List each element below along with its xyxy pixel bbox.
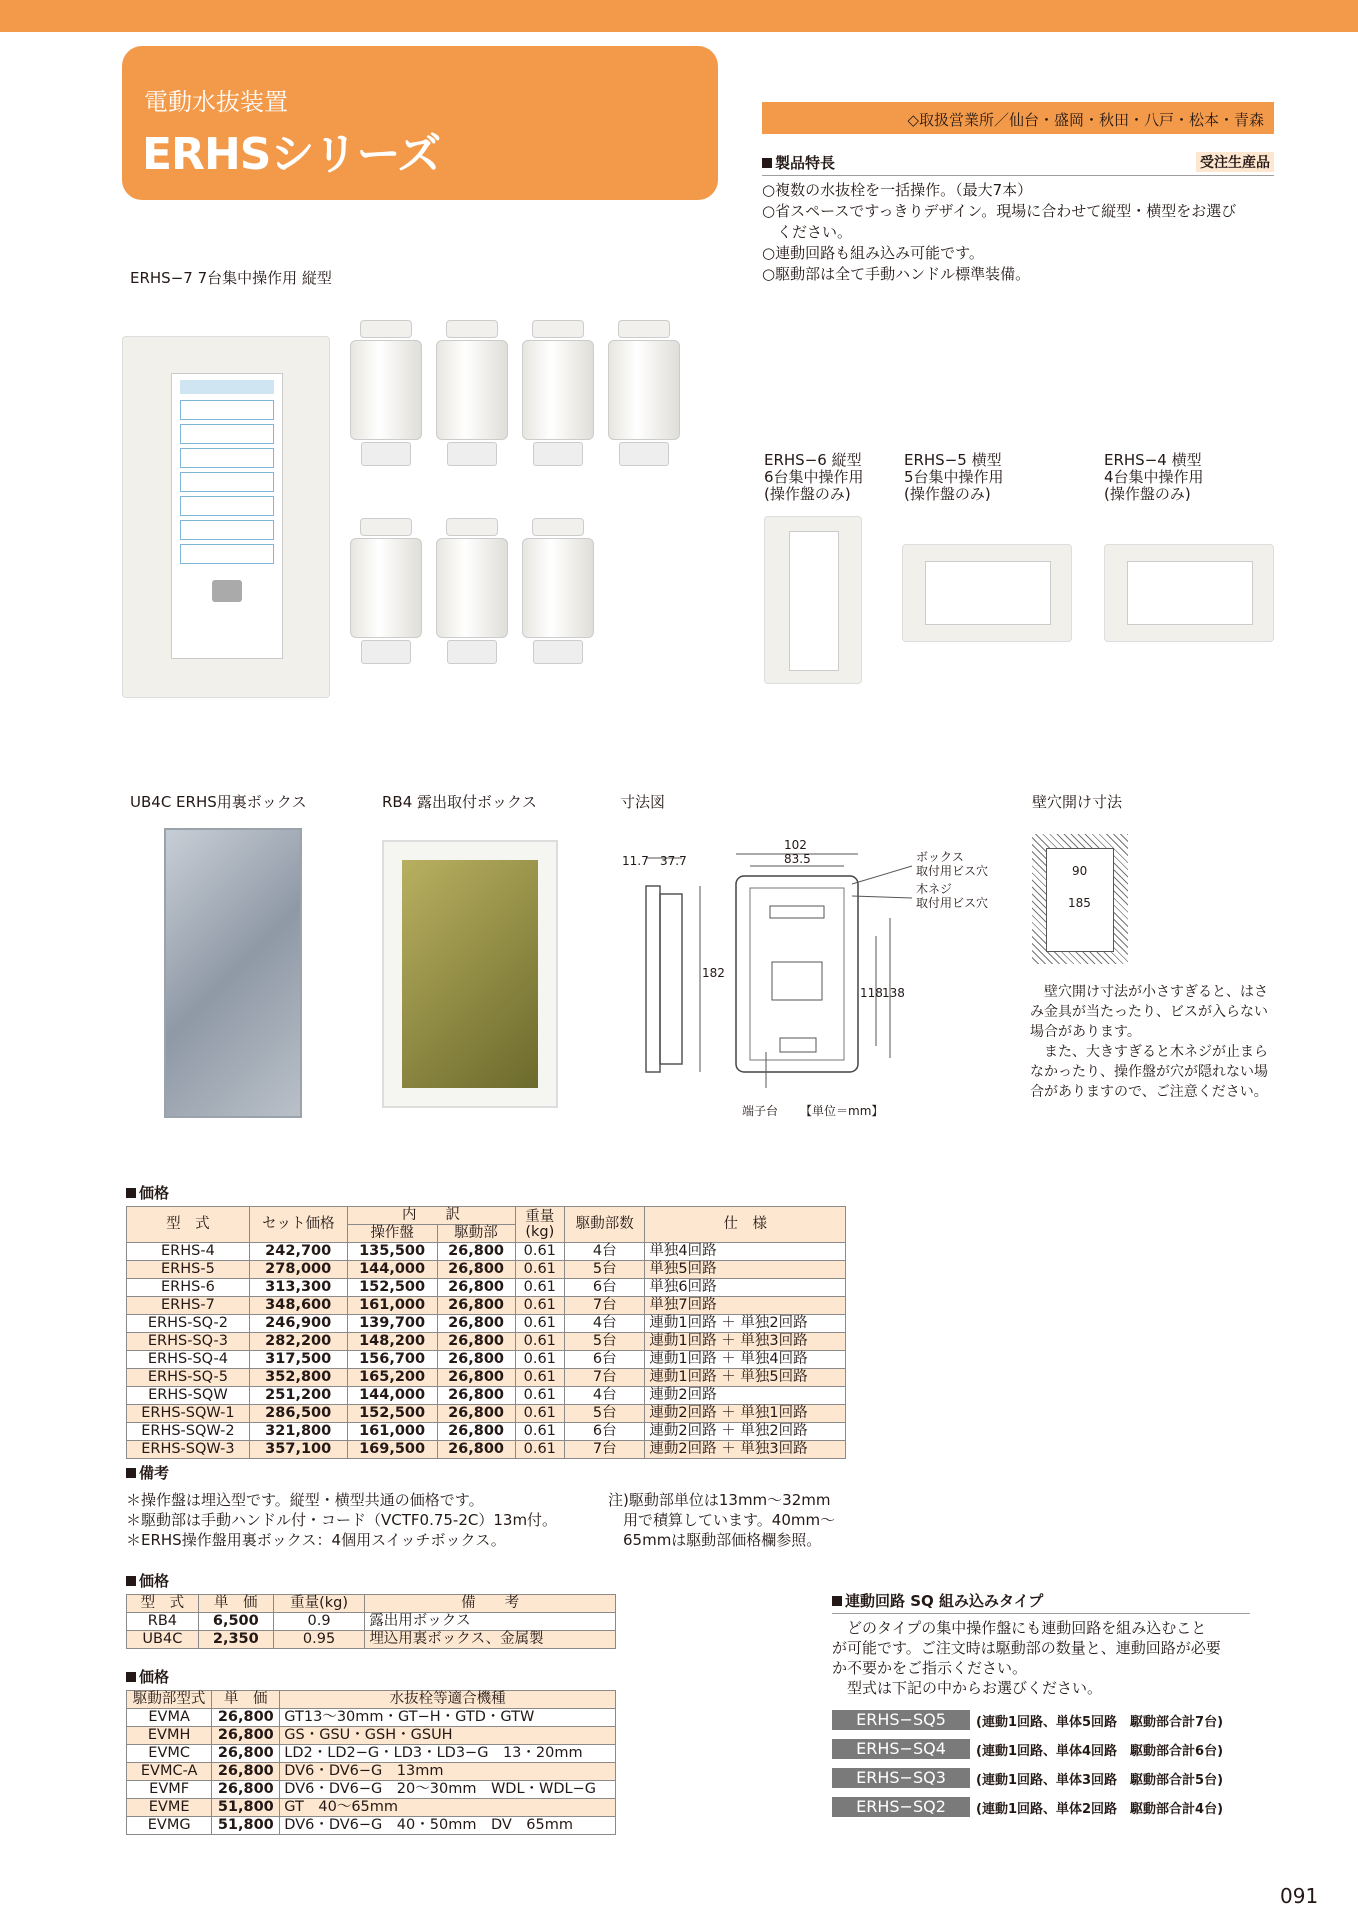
page-title: ERHSシリーズ bbox=[142, 129, 441, 180]
branch-offices-bar: ◇取扱営業所／仙台・盛岡・秋田・八戸・松本・青森 bbox=[762, 102, 1274, 134]
table-cell: 0.61 bbox=[515, 1351, 565, 1369]
table-row bbox=[127, 1387, 846, 1405]
ub4c-box-image bbox=[164, 828, 302, 1118]
erhs7-panel-image bbox=[122, 336, 330, 698]
sq-model-badge: ERHS−SQ3 bbox=[832, 1768, 970, 1788]
drive-unit-image bbox=[608, 320, 680, 466]
table-cell: 51,800 bbox=[212, 1799, 280, 1817]
table-cell: EVMG bbox=[127, 1817, 212, 1835]
table-cell: DV6・DV6−G 20〜30mm WDL・WDL−G bbox=[280, 1781, 616, 1799]
col-drive: 駆動部 bbox=[437, 1225, 515, 1243]
table-cell: 144,000 bbox=[347, 1387, 437, 1405]
table-header-cell: 駆動部型式 bbox=[127, 1691, 212, 1709]
table-cell: 242,700 bbox=[249, 1243, 347, 1261]
table-cell: EVMC-A bbox=[127, 1763, 212, 1781]
erhs4-panel-image bbox=[1104, 544, 1274, 642]
table-cell: 169,500 bbox=[347, 1441, 437, 1459]
table-cell: RB4 bbox=[127, 1613, 199, 1631]
table-header-cell: 単 価 bbox=[198, 1595, 273, 1613]
table-cell: ERHS-SQW-3 bbox=[127, 1441, 250, 1459]
table-cell: ERHS-7 bbox=[127, 1297, 250, 1315]
table-cell: EVMA bbox=[127, 1709, 212, 1727]
table-cell: 0.95 bbox=[273, 1631, 365, 1649]
table-cell: 26,800 bbox=[212, 1709, 280, 1727]
table-row bbox=[127, 1799, 616, 1817]
table-header-cell: 重量(kg) bbox=[273, 1595, 365, 1613]
table-cell: 6台 bbox=[565, 1279, 645, 1297]
product-subtitle: 電動水抜装置 bbox=[144, 88, 288, 116]
table-cell: 282,200 bbox=[249, 1333, 347, 1351]
features-header bbox=[762, 152, 1274, 176]
table-row bbox=[127, 1441, 846, 1459]
features-list bbox=[762, 180, 1278, 285]
wall-hole-height: 185 bbox=[1068, 896, 1091, 910]
table-cell: ERHS-SQ-5 bbox=[127, 1369, 250, 1387]
table-cell: GS・GSU・GSH・GSUH bbox=[280, 1727, 616, 1745]
made-to-order-badge: 受注生産品 bbox=[1196, 152, 1274, 172]
table-cell: 6,500 bbox=[198, 1613, 273, 1631]
features-heading: 製品特長 bbox=[762, 154, 835, 172]
erhs7-caption: ERHS−7 7台集中操作用 縦型 bbox=[130, 269, 332, 287]
table-cell: LD2・LD2−G・LD3・LD3−G 13・20mm bbox=[280, 1745, 616, 1763]
sq-model-badge: ERHS−SQ4 bbox=[832, 1739, 970, 1759]
table-cell: 5台 bbox=[565, 1261, 645, 1279]
table-row bbox=[127, 1315, 846, 1333]
wall-hole-diagram bbox=[1032, 834, 1128, 964]
erhs6-caption: ERHS−6 縦型 6台集中操作用 (操作盤のみ) bbox=[764, 451, 864, 503]
table-cell: 0.61 bbox=[515, 1441, 565, 1459]
dim-width-outer: 102 bbox=[784, 838, 807, 852]
table-cell: 156,700 bbox=[347, 1351, 437, 1369]
table-cell: 0.61 bbox=[515, 1261, 565, 1279]
table-cell: GT 40〜65mm bbox=[280, 1799, 616, 1817]
table-cell: 357,100 bbox=[249, 1441, 347, 1459]
table-cell: 連動2回路 ＋ 単独2回路 bbox=[645, 1423, 846, 1441]
table-cell: 321,800 bbox=[249, 1423, 347, 1441]
table-cell: 246,900 bbox=[249, 1315, 347, 1333]
drive-unit-image bbox=[436, 518, 508, 664]
table-cell: 26,800 bbox=[437, 1279, 515, 1297]
top-accent-bar bbox=[0, 0, 1358, 32]
wood-screw-hole-label: 木ネジ 取付用ビス穴 bbox=[916, 882, 989, 910]
sq-heading: 連動回路 SQ 組み込みタイプ bbox=[832, 1590, 1250, 1614]
box-screw-hole-label: ボックス 取付用ビス穴 bbox=[916, 850, 989, 878]
table-row bbox=[127, 1369, 846, 1387]
table-header-cell: 備 考 bbox=[365, 1595, 616, 1613]
price-table-drives bbox=[126, 1690, 616, 1835]
table-cell: 26,800 bbox=[212, 1745, 280, 1763]
table-cell: ERHS-5 bbox=[127, 1261, 250, 1279]
table-cell: 連動1回路 ＋ 単独5回路 bbox=[645, 1369, 846, 1387]
wall-hole-width: 90 bbox=[1072, 864, 1088, 878]
table-cell: EVMF bbox=[127, 1781, 212, 1799]
table-cell: 5台 bbox=[565, 1333, 645, 1351]
rb4-caption: RB4 露出取付ボックス bbox=[382, 793, 537, 811]
remarks-heading: 備考 bbox=[126, 1462, 169, 1483]
dim-height: 182 bbox=[702, 966, 725, 980]
table-cell: 0.61 bbox=[515, 1387, 565, 1405]
dimension-drawing bbox=[620, 836, 1000, 1126]
table-cell: 0.61 bbox=[515, 1405, 565, 1423]
table-cell: 26,800 bbox=[437, 1315, 515, 1333]
ub4c-caption: UB4C ERHS用裏ボックス bbox=[130, 793, 307, 811]
table-cell: 単独7回路 bbox=[645, 1297, 846, 1315]
table-cell: ERHS-SQW-1 bbox=[127, 1405, 250, 1423]
table-cell: 286,500 bbox=[249, 1405, 347, 1423]
table-cell: 26,800 bbox=[437, 1405, 515, 1423]
sq-model-row: ERHS−SQ2 (連動1回路、単体2回路 駆動部合計4台) bbox=[832, 1797, 1223, 1817]
table-cell: ERHS-SQW bbox=[127, 1387, 250, 1405]
table-cell: 313,300 bbox=[249, 1279, 347, 1297]
title-banner bbox=[122, 46, 718, 200]
col-drive-count: 駆動部数 bbox=[565, 1207, 645, 1243]
feature-item: ください。 bbox=[762, 223, 853, 241]
wall-hole-caption: 壁穴開け寸法 bbox=[1032, 793, 1123, 811]
table-cell: 317,500 bbox=[249, 1351, 347, 1369]
table-cell: DV6・DV6−G 13mm bbox=[280, 1763, 616, 1781]
table-cell: 251,200 bbox=[249, 1387, 347, 1405]
col-weight: 重量 (kg) bbox=[515, 1207, 565, 1243]
price-table-boxes bbox=[126, 1594, 616, 1649]
col-panel: 操作盤 bbox=[347, 1225, 437, 1243]
table-cell: GT13〜30mm・GT−H・GTD・GTW bbox=[280, 1709, 616, 1727]
table-cell: 単独4回路 bbox=[645, 1243, 846, 1261]
table-cell: 6台 bbox=[565, 1423, 645, 1441]
wall-hole-note: 壁穴開け寸法が小さすぎると、はさ み金具が当たったり、ビスが入らない 場合があります。 また、大きすぎると木ネジが止まら なかったり、操作盤が穴が隠れない場 合がありますので、ご注意ください。 bbox=[1030, 984, 1268, 1100]
table-cell: 単独6回路 bbox=[645, 1279, 846, 1297]
table-row bbox=[127, 1631, 616, 1649]
table-row bbox=[127, 1279, 846, 1297]
dim-hole-pitch-2: 138 bbox=[882, 986, 905, 1000]
dim-depth-2: 37.7 bbox=[660, 854, 687, 868]
drive-unit-image bbox=[350, 518, 422, 664]
remarks-right: 注)駆動部単位は13mm〜32mm 用で積算しています。40mm〜 65mmは駆動部価格欄参照。 bbox=[608, 1491, 836, 1549]
feature-item: ○駆動部は全て手動ハンドル標準装備。 bbox=[762, 265, 1031, 283]
col-spec: 仕 様 bbox=[645, 1207, 846, 1243]
table-cell: 51,800 bbox=[212, 1817, 280, 1835]
erhs5-panel-image bbox=[902, 544, 1072, 642]
price-table-main bbox=[126, 1206, 846, 1459]
erhs5-caption: ERHS−5 横型 5台集中操作用 (操作盤のみ) bbox=[904, 451, 1004, 503]
table-cell: 0.61 bbox=[515, 1243, 565, 1261]
table-cell: UB4C bbox=[127, 1631, 199, 1649]
box-price-heading: 価格 bbox=[126, 1570, 169, 1591]
table-cell: EVME bbox=[127, 1799, 212, 1817]
table-cell: 26,800 bbox=[212, 1763, 280, 1781]
table-row bbox=[127, 1709, 616, 1727]
table-cell: 26,800 bbox=[437, 1423, 515, 1441]
table-cell: 連動2回路 ＋ 単独1回路 bbox=[645, 1405, 846, 1423]
table-cell: 165,200 bbox=[347, 1369, 437, 1387]
table-row bbox=[127, 1243, 846, 1261]
table-cell: 7台 bbox=[565, 1369, 645, 1387]
table-cell: 連動1回路 ＋ 単独2回路 bbox=[645, 1315, 846, 1333]
table-cell: 0.61 bbox=[515, 1297, 565, 1315]
table-row bbox=[127, 1297, 846, 1315]
table-cell: 139,700 bbox=[347, 1315, 437, 1333]
table-cell: 26,800 bbox=[437, 1441, 515, 1459]
table-cell: 144,000 bbox=[347, 1261, 437, 1279]
table-cell: ERHS-4 bbox=[127, 1243, 250, 1261]
drive-unit-image bbox=[350, 320, 422, 466]
sq-models-list bbox=[832, 1710, 1223, 1826]
table-cell: ERHS-6 bbox=[127, 1279, 250, 1297]
page-number: 091 bbox=[1280, 1884, 1319, 1908]
table-cell: ERHS-SQW-2 bbox=[127, 1423, 250, 1441]
table-row bbox=[127, 1351, 846, 1369]
table-cell: 単独5回路 bbox=[645, 1261, 846, 1279]
unit-label: 【単位＝mm】 bbox=[800, 1104, 884, 1118]
table-row bbox=[127, 1745, 616, 1763]
table-row bbox=[127, 1333, 846, 1351]
table-header-cell: 水抜栓等適合機種 bbox=[280, 1691, 616, 1709]
table-header-cell: 単 価 bbox=[212, 1691, 280, 1709]
table-cell: 26,800 bbox=[437, 1261, 515, 1279]
table-cell: 278,000 bbox=[249, 1261, 347, 1279]
table-cell: 連動2回路 bbox=[645, 1387, 846, 1405]
table-cell: 26,800 bbox=[437, 1243, 515, 1261]
table-cell: 0.61 bbox=[515, 1279, 565, 1297]
sq-description: どのタイプの集中操作盤にも連動回路を組み込むこと が可能です。ご注文時は駆動部の数量と、連動回路が必要 か不要かをご指示ください。 型式は下記の中からお選びください。 bbox=[832, 1619, 1221, 1697]
table-cell: 0.61 bbox=[515, 1315, 565, 1333]
table-row bbox=[127, 1781, 616, 1799]
dimension-drawing-caption: 寸法図 bbox=[620, 793, 666, 811]
table-cell: 161,000 bbox=[347, 1423, 437, 1441]
sq-model-row: ERHS−SQ5 (連動1回路、単体5回路 駆動部合計7台) bbox=[832, 1710, 1223, 1730]
dim-width-inner: 83.5 bbox=[784, 852, 811, 866]
erhs4-caption: ERHS−4 横型 4台集中操作用 (操作盤のみ) bbox=[1104, 451, 1204, 503]
sq-model-row: ERHS−SQ4 (連動1回路、単体4回路 駆動部合計6台) bbox=[832, 1739, 1223, 1759]
col-model: 型 式 bbox=[127, 1207, 250, 1243]
table-cell: 0.61 bbox=[515, 1333, 565, 1351]
table-cell: 0.61 bbox=[515, 1369, 565, 1387]
table-cell: 161,000 bbox=[347, 1297, 437, 1315]
table-cell: 連動1回路 ＋ 単独4回路 bbox=[645, 1351, 846, 1369]
table-cell: 26,800 bbox=[212, 1781, 280, 1799]
table-cell: 26,800 bbox=[437, 1369, 515, 1387]
table-row bbox=[127, 1763, 616, 1781]
table-cell: 348,600 bbox=[249, 1297, 347, 1315]
table-cell: 4台 bbox=[565, 1315, 645, 1333]
drive-unit-image bbox=[522, 518, 594, 664]
table-cell: 2,350 bbox=[198, 1631, 273, 1649]
drive-price-heading: 価格 bbox=[126, 1666, 169, 1687]
feature-item: ○連動回路も組み込み可能です。 bbox=[762, 244, 984, 262]
table-cell: 連動2回路 ＋ 単独3回路 bbox=[645, 1441, 846, 1459]
sq-model-row: ERHS−SQ3 (連動1回路、単体3回路 駆動部合計5台) bbox=[832, 1768, 1223, 1788]
table-header-cell: 型 式 bbox=[127, 1595, 199, 1613]
table-cell: 148,200 bbox=[347, 1333, 437, 1351]
table-cell: 0.9 bbox=[273, 1613, 365, 1631]
table-row bbox=[127, 1613, 616, 1631]
table-cell: EVMH bbox=[127, 1727, 212, 1745]
dim-depth-1: 11.7 bbox=[622, 854, 649, 868]
table-cell: 埋込用裏ボックス、金属製 bbox=[365, 1631, 616, 1649]
table-row bbox=[127, 1405, 846, 1423]
col-set-price: セット価格 bbox=[249, 1207, 347, 1243]
table-cell: ERHS-SQ-2 bbox=[127, 1315, 250, 1333]
table-cell: 152,500 bbox=[347, 1405, 437, 1423]
table-cell: 26,800 bbox=[437, 1387, 515, 1405]
drive-unit-image bbox=[522, 320, 594, 466]
table-cell: ERHS-SQ-4 bbox=[127, 1351, 250, 1369]
table-cell: 26,800 bbox=[212, 1727, 280, 1745]
table-cell: 7台 bbox=[565, 1297, 645, 1315]
table-cell: 26,800 bbox=[437, 1297, 515, 1315]
table-cell: 4台 bbox=[565, 1243, 645, 1261]
table-cell: ERHS-SQ-3 bbox=[127, 1333, 250, 1351]
feature-item: ○省スペースですっきりデザイン。現場に合わせて縦型・横型をお選び bbox=[762, 202, 1237, 220]
table-cell: 26,800 bbox=[437, 1351, 515, 1369]
drive-unit-image bbox=[436, 320, 508, 466]
erhs6-panel-image bbox=[764, 516, 862, 684]
table-cell: 135,500 bbox=[347, 1243, 437, 1261]
table-cell: EVMC bbox=[127, 1745, 212, 1763]
table-cell: 152,500 bbox=[347, 1279, 437, 1297]
sq-model-badge: ERHS−SQ2 bbox=[832, 1797, 970, 1817]
feature-item: ○複数の水抜栓を一括操作。（最大7本） bbox=[762, 181, 1033, 199]
table-cell: 露出用ボックス bbox=[365, 1613, 616, 1631]
table-cell: 4台 bbox=[565, 1387, 645, 1405]
table-cell: DV6・DV6−G 40・50mm DV 65mm bbox=[280, 1817, 616, 1835]
terminal-block-label: 端子台 bbox=[742, 1104, 779, 1118]
remarks-left: ＊操作盤は埋込型です。縦型・横型共通の価格です。 ＊駆動部は手動ハンドル付・コード（VCTF0.75-2C）13m付。 ＊ERHS操作盤用裏ボックス：4個用スイッチボックス。 bbox=[126, 1491, 558, 1549]
table-cell: 0.61 bbox=[515, 1423, 565, 1441]
table-cell: 5台 bbox=[565, 1405, 645, 1423]
price-heading: 価格 bbox=[126, 1182, 169, 1203]
table-cell: 352,800 bbox=[249, 1369, 347, 1387]
table-row bbox=[127, 1261, 846, 1279]
col-breakdown: 内 訳 bbox=[347, 1207, 515, 1225]
rb4-box-image bbox=[382, 840, 558, 1108]
table-row bbox=[127, 1423, 846, 1441]
dim-hole-pitch-1: 118 bbox=[860, 986, 883, 1000]
table-cell: 7台 bbox=[565, 1441, 645, 1459]
sq-model-badge: ERHS−SQ5 bbox=[832, 1710, 970, 1730]
table-row bbox=[127, 1817, 616, 1835]
table-cell: 6台 bbox=[565, 1351, 645, 1369]
table-cell: 連動1回路 ＋ 単独3回路 bbox=[645, 1333, 846, 1351]
table-cell: 26,800 bbox=[437, 1333, 515, 1351]
table-row bbox=[127, 1727, 616, 1745]
